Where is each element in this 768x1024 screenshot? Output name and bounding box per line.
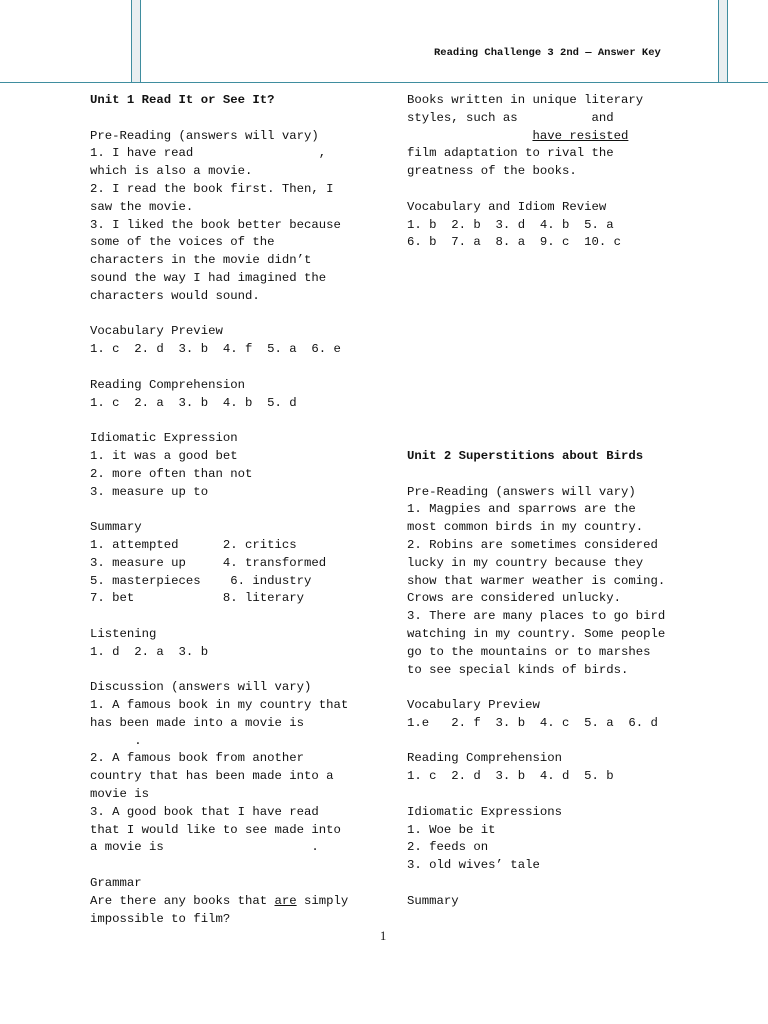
line-text: 2. I read the book first. Then, I [90,181,334,196]
text-line [90,715,348,733]
text-line [90,128,348,146]
left-column [90,92,348,928]
line-text: 1. c 2. d 3. b 4. f 5. a 6. e [90,342,341,357]
text-line [90,181,348,199]
line-text: 1.e 2. f 3. b 4. c 5. a 6. d [407,715,658,730]
text-line [90,199,348,217]
header-rule [0,82,768,83]
line-text: Reading Comprehension [407,751,562,766]
line-text: greatness of the books. [407,164,577,179]
text-line [407,501,665,519]
line-text: Discussion (answers will vary) [90,680,312,695]
text-line [90,252,348,270]
text-line [407,412,665,430]
text-line [407,608,665,626]
text-line [90,306,348,324]
text-line [407,733,665,751]
line-text: show that warmer weather is coming. [407,573,666,588]
line-text: saw the movie. [90,199,194,214]
text-line [407,697,665,715]
text-line [407,590,665,608]
line-text: Idiomatic Expression [90,431,238,446]
line-text: Vocabulary Preview [90,324,223,339]
page-number: 1 [380,929,387,943]
text-line [90,395,348,413]
line-text: 3. measure up 4. transformed [90,555,327,570]
text-line [90,288,348,306]
text-line [90,662,348,680]
text-line [90,217,348,235]
text-line [90,501,348,519]
text-line [407,217,665,235]
text-line [407,679,665,697]
line-text: has been made into a movie is [90,715,305,730]
line-text: 7. bet 8. literary [90,591,305,606]
line-text: 1. Woe be it [407,822,496,837]
text-line [90,466,348,484]
line-text: movie is [90,787,150,802]
text-line [407,893,665,911]
line-text: . [90,733,142,748]
line-text: 1. attempted 2. critics [90,537,297,552]
text-line [90,341,348,359]
text-line [407,644,665,662]
text-line [90,750,348,768]
text-line [407,199,665,217]
line-text: 1. Magpies and sparrows are the [407,502,636,517]
text-line [90,893,348,911]
text-line [407,359,665,377]
text-line [90,377,348,395]
text-line [90,270,348,288]
header-decor-bar-left [131,0,141,82]
text-line [407,145,665,163]
line-text: characters would sound. [90,288,260,303]
text-line [407,395,665,413]
text-line [90,145,348,163]
text-line [407,626,665,644]
text-line [90,644,348,662]
line-text: Books written in unique literary [407,93,644,107]
text-line [90,857,348,875]
text-line [407,519,665,537]
text-line [90,697,348,715]
text-line [407,234,665,252]
text-line [407,484,665,502]
line-text: Pre-Reading (answers will vary) [90,128,319,143]
line-text: film adaptation to rival the [407,146,614,161]
line-text: 2. Robins are sometimes considered [407,537,658,552]
line-text: 1. I have read , [90,146,327,161]
line-text: country that has been made into a [90,769,334,784]
text-line [407,306,665,324]
line-text: lucky in my country because they [407,555,644,570]
text-line [407,181,665,199]
section-heading: Unit 2 Superstitions about Birds [407,448,644,463]
text-line [407,252,665,270]
line-text: Listening [90,626,157,641]
line-text: 1. b 2. b 3. d 4. b 5. a [407,217,614,232]
line-text: 3. measure up to [90,484,209,499]
text-line [90,92,348,110]
line-text: sound the way I had imagined the [90,270,327,285]
line-text: 2. A famous book from another [90,751,305,766]
line-text: Reading Comprehension [90,377,245,392]
text-line [407,270,665,288]
text-line [407,875,665,893]
text-line [407,430,665,448]
text-line [90,626,348,644]
text-line [90,804,348,822]
line-text: Vocabulary and Idiom Review [407,199,607,214]
text-line [90,822,348,840]
text-line [90,234,348,252]
text-line [407,377,665,395]
text-line [407,323,665,341]
text-line [407,555,665,573]
text-line [407,768,665,786]
text-line [90,679,348,697]
text-line [90,786,348,804]
text-line [90,110,348,128]
text-line [407,288,665,306]
section-heading: Unit 1 Read It or See It? [90,93,275,107]
text-line [407,92,665,110]
line-text: 5. masterpieces 6. industry [90,573,312,588]
line-text: 3. A good book that I have read [90,804,319,819]
underlined-text: have resisted [532,128,629,143]
text-line [90,430,348,448]
line-text: 1. d 2. a 3. b [90,644,209,659]
text-line [407,804,665,822]
text-line [90,911,348,929]
line-text: most common birds in my country. [407,520,644,535]
line-text: that I would like to see made into [90,822,341,837]
line-text: Pre-Reading (answers will vary) [407,484,636,499]
text-line [90,359,348,377]
line-text: 1. A famous book in my country that [90,698,349,713]
line-text: Summary [407,893,459,908]
text-line [90,590,348,608]
line-text: go to the mountains or to marshes [407,644,651,659]
text-line [407,715,665,733]
line-text: 3. I liked the book better because [90,217,341,232]
line-text: 2. more often than not [90,466,253,481]
underlined-text: are [274,893,297,908]
header-decor-bar-right [718,0,728,82]
text-line [407,128,665,146]
text-line [407,857,665,875]
line-text: impossible to film? [90,911,231,926]
text-line [90,448,348,466]
line-text: simply [296,893,349,908]
line-text: Are there any books that [90,893,275,908]
line-text: 1. c 2. a 3. b 4. b 5. d [90,395,297,410]
text-line [90,163,348,181]
line-text: some of the voices of the [90,235,275,250]
text-line [407,750,665,768]
text-line [407,573,665,591]
line-text: a movie is . [90,840,319,855]
text-line [407,662,665,680]
text-line [90,555,348,573]
line-text: to see special kinds of birds. [407,662,629,677]
line-text [407,129,532,143]
text-line [90,484,348,502]
line-text: Summary [90,520,142,535]
line-text: 3. There are many places to go bird [407,609,666,624]
text-line [407,466,665,484]
text-line [90,519,348,537]
text-line [407,786,665,804]
text-line [90,768,348,786]
text-line [90,875,348,893]
right-column [407,92,665,911]
line-text: 1. it was a good bet [90,448,238,463]
text-line [407,341,665,359]
line-text: Crows are considered unlucky. [407,591,622,606]
line-text: Grammar [90,876,142,891]
line-text: characters in the movie didn’t [90,253,312,268]
text-line [407,537,665,555]
text-line [90,412,348,430]
document-header-title: Reading Challenge 3 2nd — Answer Key [434,47,661,59]
line-text: 3. old wives’ tale [407,858,540,873]
text-line [407,448,665,466]
text-line [407,110,665,128]
text-line [407,163,665,181]
line-text: styles, such as and [407,110,614,125]
text-line [407,822,665,840]
line-text: which is also a movie. [90,164,253,179]
text-line [90,839,348,857]
text-line [90,537,348,555]
line-text: 6. b 7. a 8. a 9. c 10. c [407,235,622,250]
line-text: Idiomatic Expressions [407,804,562,819]
text-line [90,573,348,591]
text-line [90,733,348,751]
text-line [90,323,348,341]
text-line [407,839,665,857]
line-text: 1. c 2. d 3. b 4. d 5. b [407,769,614,784]
line-text: Vocabulary Preview [407,698,540,713]
line-text: 2. feeds on [407,840,489,855]
line-text: watching in my country. Some people [407,626,666,641]
text-line [90,608,348,626]
